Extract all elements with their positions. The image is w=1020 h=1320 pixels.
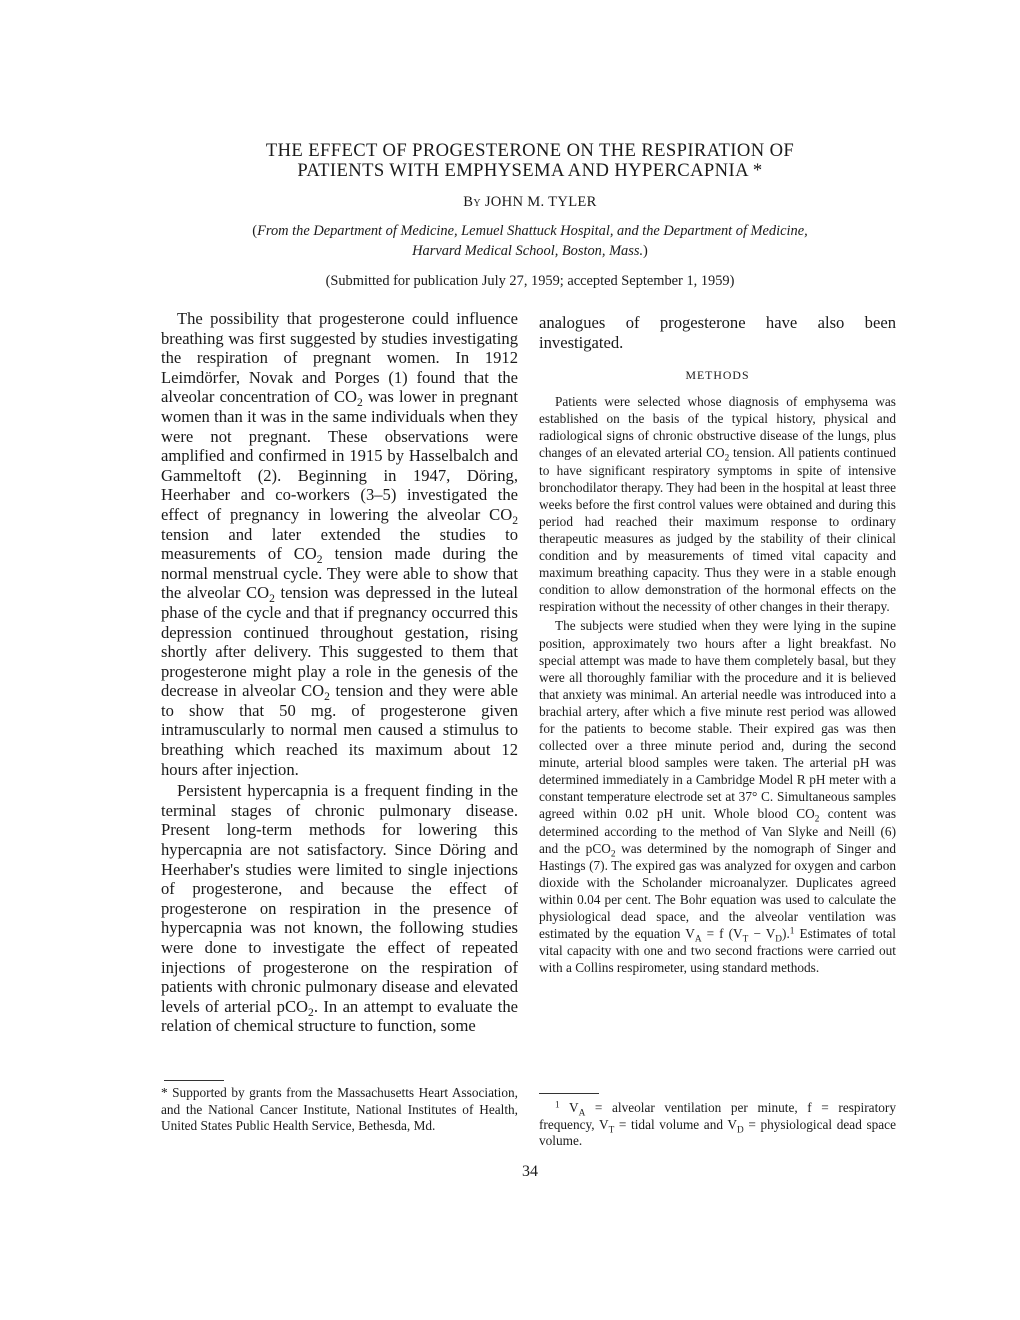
methods-heading: METHODS [685,368,750,383]
page-number: 34 [522,1163,538,1180]
submission-dates: (Submitted for publication July 27, 1959; accepted September 1, 1959) [325,273,735,289]
intro-paragraph-1: The possibility that progesterone could influence breathing was first suggested by studies investigating the respiration of pregnant women. In 1912 Leimdörfer, Novak and Porges (1) found that the alveolar concentration of $CO_2$ was lower in pregnant women than it was in the same individuals when they were not pregnant. These observations were amplified and confirmed in 1915 by Hasselbalch and Gammeltoft (2). Beginning in 1947, Döring, Heerhaber and co-workers (3–5) investigated the effect of pregnancy in lowering the alveolar $CO_2$ tension and later extended the studies to measurements of $CO_2$ tension made during the normal menstrual cycle. They were able to show that the alveolar $CO_2$ tension was depressed in the luteal phase of the cycle and that if pregnancy occurred this depression continued throughout gestation, rising shortly after delivery. This suggested to them that progesterone might play a role in the genesis of the decrease in alveolar $CO_2$ tension and they were able to show that 50 mg. of progesterone given intramuscularly to normal men caused a stimulus to breathing which reached its maximum about 12 hours after injection. [161,309,519,779]
author-name: JOHN M. TYLER [484,194,597,210]
intro-continuation: analogues of progesterone have also been investigated. [539,313,896,352]
paper-title [160,141,900,181]
affiliation: (From the Department of Medicine, Lemuel Shattuck Hospital, and the Department of Medicine, Harvard Medical School, Boston, Mass.) [252,223,808,259]
left-column [161,309,518,1036]
title-line-2: PATIENTS WITH EMPHYSEMA AND HYPERCAPNIA * [297,160,763,181]
footnote-divider [164,1080,224,1081]
footnote-divider [539,1093,599,1094]
methods-paragraph-2: The subjects were studied when they were lying in the supine position, approximately two hours after a light breakfast. No special attempt was made to have them completely basal, but they were all thoroughly familiar with the procedure and it is believed that anxiety was minimal. An arterial needle was introduced into a brachial artery, after which a five minute rest period was allowed for the patients to become stable. Their expired gas was then collected over a three minute period and, during the second minute, arterial blood samples were taken. The arterial pH was determined immediately in a Cambridge Model R pH meter with a constant temperature electrode set at 37° C. Simultaneous samples agreed within 0.02 pH unit. Whole blood $CO_2$ content was determined according to the method of Van Slyke and Neill (6) and the pCO$_2$ was determined by the nomograph of Singer and Hastings (7). The expired gas was analyzed for oxygen and carbon dioxide with the Scholander microanalyzer. Duplicates agreed within 0.04 per cent. The Bohr equation was used to calculate the physiological dead space, and the alveolar ventilation was estimated by the equation $V_A = f$ $(V_T - V_D).^1$ Estimates of total vital capacity with one and two second fractions were carried out with a Collins respirometer, using standard methods. [539,618,896,976]
affiliation-line-1: From the Department of Medicine, Lemuel Shattuck Hospital, and the Department of Medicine, [257,223,808,239]
author-byline [160,194,900,211]
symbol-footnote: $^1$ $V_A$ = alveolar ventilation per minute, f = respiratory frequency, $V_T$ = tidal volume and $V_D$ = physiological dead space volume. [539,1100,896,1149]
right-column [539,313,896,976]
methods-paragraph-1: Patients were selected whose diagnosis of emphysema was established on the basis of the typical history, physical and radiological signs of chronic obstructive disease of the lungs, plus changes of an elevated arterial $CO_2$ tension. All patients continued to have significant respiratory symptoms in spite of intensive bronchodilator therapy. They had been in the hospital at least three weeks before the first control values were obtained and during this period had reached their maximum response to ordinary therapeutic measures as judged by the stability of their clinical condition and by measurements of timed vital capacity and maximum breathing capacity. Thus they were in a stable enough condition to allow demonstration of the hormonal effects on the respiration without the necessity of other changes in their therapy. [539,394,896,615]
affiliation-line-2: Harvard Medical School, Boston, Mass. [412,243,644,259]
title-line-1: THE EFFECT OF PROGESTERONE ON THE RESPIRATION OF [265,140,795,161]
right-footnote [539,1093,896,1150]
left-footnote [161,1080,518,1135]
by-label: By [463,194,481,210]
funding-footnote: * Supported by grants from the Massachusetts Heart Association, and the National Cancer Institute, National Institutes of Health, United States Public Health Service, Bethesda, Md. [161,1085,518,1134]
intro-paragraph-2: Persistent hypercapnia is a frequent finding in the terminal stages of chronic pulmonary disease. Present long-term methods for lowering this hypercapnia are not satisfactory. Since Döring and Heerhaber's studies were limited to single injections of progesterone, and because the effect of progesterone on respiration in the presence of hypercapnia was not known, the following studies were done to investigate the effect of repeated injections of progesterone on the respiration of patients with chronic pulmonary disease and elevated levels of arterial pCO$_2$. In an attempt to evaluate the relation of chemical structure to function, some [161,781,518,1036]
